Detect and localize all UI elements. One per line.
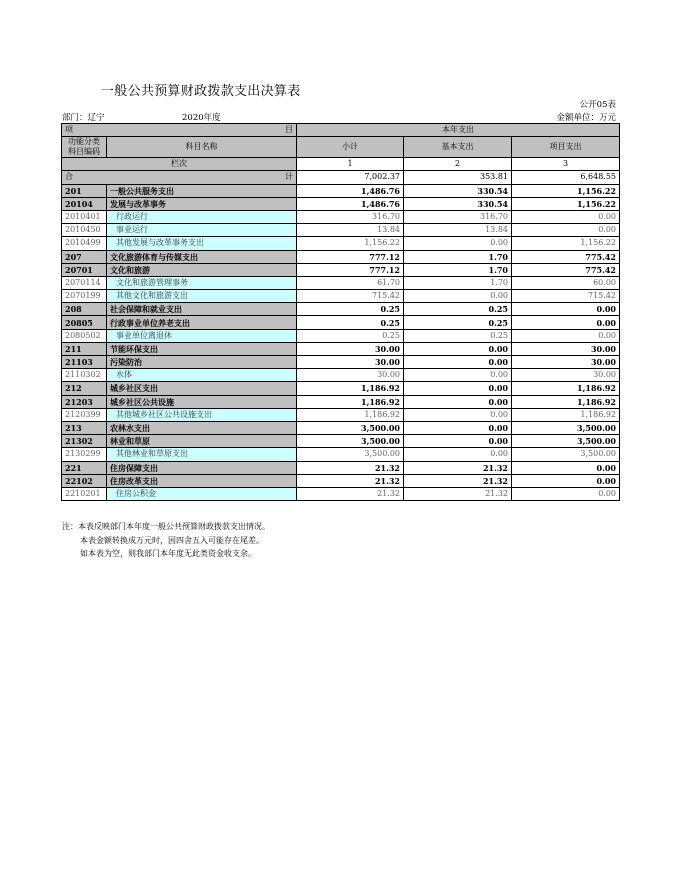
- row-subtotal: 0.25: [297, 316, 404, 329]
- row-subtotal: 1,186.92: [297, 408, 404, 421]
- table-row: [62, 408, 620, 421]
- row-project: 775.42: [512, 250, 620, 263]
- total-project: 6,648.55: [512, 171, 620, 184]
- row-name: 文化和旅游: [107, 263, 297, 276]
- row-subtotal: 30.00: [297, 356, 404, 369]
- row-basic: 0.00: [404, 448, 512, 461]
- row-project: 30.00: [512, 342, 620, 355]
- table-row: [62, 329, 620, 342]
- code-header-line2: 科目编码: [68, 147, 100, 157]
- row-project: 0.00: [512, 461, 620, 474]
- row-code: 20805: [62, 316, 107, 329]
- table-row: [62, 395, 620, 408]
- name-header: 科目名称: [107, 137, 297, 158]
- row-name: 污染防治: [107, 356, 297, 369]
- row-subtotal: 30.00: [297, 342, 404, 355]
- table-row: [62, 461, 620, 474]
- expenditure-table: [61, 123, 620, 501]
- column-index-3: 3: [512, 158, 620, 171]
- row-subtotal: 316.70: [297, 210, 404, 223]
- row-basic: 0.00: [404, 382, 512, 395]
- row-name: 发展与改革事务: [107, 197, 297, 210]
- row-name: 城乡社区公共设施: [107, 395, 297, 408]
- row-project: 0.00: [512, 329, 620, 342]
- row-name: 行政运行: [107, 210, 297, 223]
- row-name: 住房公积金: [107, 487, 297, 500]
- row-basic: 21.32: [404, 474, 512, 487]
- row-basic: 0.00: [404, 395, 512, 408]
- row-basic: 0.25: [404, 329, 512, 342]
- row-basic: 1.70: [404, 250, 512, 263]
- row-project: 0.00: [512, 474, 620, 487]
- item-header-left: 项: [65, 125, 73, 135]
- row-code: 2010450: [62, 224, 107, 237]
- total-row: [62, 171, 620, 184]
- table-row: [62, 197, 620, 210]
- table-row: [62, 224, 620, 237]
- table-row: [62, 303, 620, 316]
- row-project: 0.00: [512, 316, 620, 329]
- row-name: 其他发展与改革事务支出: [107, 237, 297, 250]
- row-code: 201: [62, 184, 107, 197]
- table-row: [62, 356, 620, 369]
- row-subtotal: 1,186.92: [297, 395, 404, 408]
- row-subtotal: 1,186.92: [297, 382, 404, 395]
- basic-header: 基本支出: [404, 137, 512, 158]
- row-code: 2070199: [62, 290, 107, 303]
- row-subtotal: 0.25: [297, 329, 404, 342]
- row-name: 水体: [107, 369, 297, 382]
- row-project: 0.00: [512, 303, 620, 316]
- row-project: 30.00: [512, 356, 620, 369]
- table-row: [62, 276, 620, 289]
- row-project: 775.42: [512, 263, 620, 276]
- table-row: [62, 210, 620, 223]
- table-row: [62, 448, 620, 461]
- row-basic: 0.00: [404, 408, 512, 421]
- header-row-2: [62, 137, 620, 158]
- department-label: 部门：辽宁: [62, 113, 105, 123]
- row-code: 2010499: [62, 237, 107, 250]
- row-basic: 0.00: [404, 342, 512, 355]
- row-project: 1,186.92: [512, 395, 620, 408]
- row-project: 1,186.92: [512, 408, 620, 421]
- row-code: 207: [62, 250, 107, 263]
- code-header: [62, 137, 107, 158]
- row-name: 其他文化和旅游支出: [107, 290, 297, 303]
- row-name: 其他林业和草原支出: [107, 448, 297, 461]
- row-name: 其他城乡社区公共设施支出: [107, 408, 297, 421]
- row-project: 0.00: [512, 487, 620, 500]
- row-code: 211: [62, 342, 107, 355]
- row-project: 3,500.00: [512, 448, 620, 461]
- row-basic: 330.54: [404, 197, 512, 210]
- row-code: 2080502: [62, 329, 107, 342]
- row-project: 1,156.22: [512, 197, 620, 210]
- row-subtotal: 30.00: [297, 369, 404, 382]
- row-basic: 21.32: [404, 487, 512, 500]
- row-code: 221: [62, 461, 107, 474]
- project-header: 项目支出: [512, 137, 620, 158]
- row-project: 60.00: [512, 276, 620, 289]
- row-subtotal: 1,486.76: [297, 184, 404, 197]
- row-basic: 0.25: [404, 316, 512, 329]
- row-name: 事业运行: [107, 224, 297, 237]
- notes: [62, 520, 270, 561]
- note-2: 本表金额转换成万元时，因四舍五入可能存在尾差。: [80, 535, 264, 545]
- row-code: 213: [62, 421, 107, 434]
- table-row: [62, 263, 620, 276]
- row-name: 城乡社区支出: [107, 382, 297, 395]
- row-code: 2120399: [62, 408, 107, 421]
- header-row-1: [62, 124, 620, 137]
- row-code: 21203: [62, 395, 107, 408]
- row-subtotal: 1,486.76: [297, 197, 404, 210]
- row-code: 20104: [62, 197, 107, 210]
- column-index-1: 1: [297, 158, 404, 171]
- row-code: 2210201: [62, 487, 107, 500]
- row-subtotal: 3,500.00: [297, 448, 404, 461]
- row-name: 住房改革支出: [107, 474, 297, 487]
- row-name: 文化旅游体育与传媒支出: [107, 250, 297, 263]
- row-project: 0.00: [512, 210, 620, 223]
- table-row: [62, 435, 620, 448]
- row-basic: 330.54: [404, 184, 512, 197]
- amount-unit: 金额单位：万元: [556, 113, 616, 123]
- row-basic: 0.25: [404, 303, 512, 316]
- row-subtotal: 21.32: [297, 487, 404, 500]
- row-basic: 0.00: [404, 237, 512, 250]
- row-project: 1,156.22: [512, 184, 620, 197]
- row-subtotal: 3,500.00: [297, 435, 404, 448]
- table-row: [62, 487, 620, 500]
- row-code: 2070114: [62, 276, 107, 289]
- row-name: 农林水支出: [107, 421, 297, 434]
- item-header-right: 目: [285, 125, 293, 135]
- row-project: 0.00: [512, 224, 620, 237]
- code-header-line1: 功能分类: [68, 137, 100, 147]
- total-label-right: 计: [285, 172, 293, 182]
- row-name: 行政事业单位养老支出: [107, 316, 297, 329]
- row-subtotal: 3,500.00: [297, 421, 404, 434]
- row-basic: 1.70: [404, 263, 512, 276]
- column-index-label: 栏次: [62, 158, 297, 171]
- item-header: [62, 124, 297, 137]
- column-index-row: [62, 158, 620, 171]
- table-row: [62, 421, 620, 434]
- table-row: [62, 474, 620, 487]
- fiscal-year: 2020年度: [182, 113, 221, 123]
- table-row: [62, 250, 620, 263]
- form-number: 公开05表: [579, 100, 616, 110]
- row-name: 一般公共服务支出: [107, 184, 297, 197]
- row-name: 林业和草原: [107, 435, 297, 448]
- row-project: 1,186.92: [512, 382, 620, 395]
- row-subtotal: 13.84: [297, 224, 404, 237]
- row-project: 3,500.00: [512, 421, 620, 434]
- table-row: [62, 184, 620, 197]
- table-row: [62, 369, 620, 382]
- subtotal-header: 小计: [297, 137, 404, 158]
- row-basic: 0.00: [404, 290, 512, 303]
- page-title: 一般公共预算财政拨款支出决算表: [101, 84, 301, 99]
- total-label: [62, 171, 297, 184]
- row-name: 文化和旅游管理事务: [107, 276, 297, 289]
- row-code: 2010401: [62, 210, 107, 223]
- table-row: [62, 290, 620, 303]
- row-basic: 0.00: [404, 356, 512, 369]
- row-project: 715.42: [512, 290, 620, 303]
- total-subtotal: 7,002.37: [297, 171, 404, 184]
- total-label-left: 合: [65, 172, 73, 182]
- table-row: [62, 237, 620, 250]
- row-subtotal: 777.12: [297, 250, 404, 263]
- note-3: 如本表为空，则我部门本年度无此类资金收支余。: [80, 549, 256, 558]
- row-subtotal: 777.12: [297, 263, 404, 276]
- row-basic: 21.32: [404, 461, 512, 474]
- table-row: [62, 316, 620, 329]
- row-code: 20701: [62, 263, 107, 276]
- row-subtotal: 61.70: [297, 276, 404, 289]
- row-code: 2110302: [62, 369, 107, 382]
- row-subtotal: 0.25: [297, 303, 404, 316]
- row-basic: 0.00: [404, 435, 512, 448]
- row-code: 21302: [62, 435, 107, 448]
- row-name: 住房保障支出: [107, 461, 297, 474]
- row-basic: 1.70: [404, 276, 512, 289]
- row-basic: 13.84: [404, 224, 512, 237]
- row-subtotal: 21.32: [297, 461, 404, 474]
- row-subtotal: 715.42: [297, 290, 404, 303]
- column-index-2: 2: [404, 158, 512, 171]
- row-code: 2130299: [62, 448, 107, 461]
- current-year-header: 本年支出: [297, 124, 620, 137]
- row-basic: 0.00: [404, 421, 512, 434]
- row-name: 社会保障和就业支出: [107, 303, 297, 316]
- row-name: 事业单位离退休: [107, 329, 297, 342]
- row-basic: 316.70: [404, 210, 512, 223]
- row-subtotal: 1,156.22: [297, 237, 404, 250]
- row-code: 208: [62, 303, 107, 316]
- row-code: 21103: [62, 356, 107, 369]
- total-basic: 353.81: [404, 171, 512, 184]
- row-basic: 0.00: [404, 369, 512, 382]
- note-1: 注：本表反映部门本年度一般公共预算财政拨款支出情况。: [62, 522, 270, 531]
- row-code: 212: [62, 382, 107, 395]
- table-row: [62, 382, 620, 395]
- row-project: 30.00: [512, 369, 620, 382]
- row-project: 1,156.22: [512, 237, 620, 250]
- row-code: 22102: [62, 474, 107, 487]
- row-subtotal: 21.32: [297, 474, 404, 487]
- row-name: 节能环保支出: [107, 342, 297, 355]
- row-project: 3,500.00: [512, 435, 620, 448]
- table-row: [62, 342, 620, 355]
